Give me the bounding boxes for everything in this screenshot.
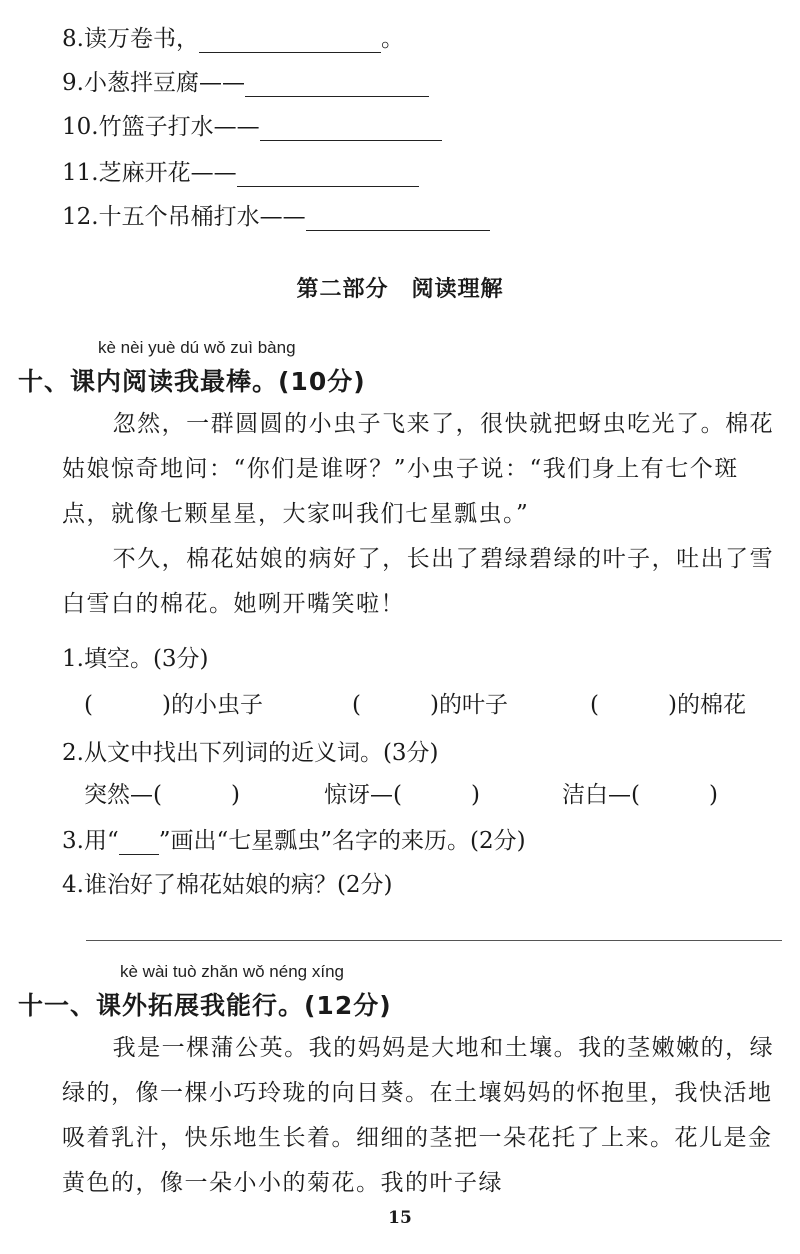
answer-blank[interactable] xyxy=(245,76,429,97)
question-1: 1.填空。(3分) xyxy=(62,646,209,672)
idiom-prefix: 9.小葱拌豆腐—— xyxy=(62,70,245,96)
section-10-heading: 十、课内阅读我最棒。(10分) xyxy=(18,367,366,396)
idiom-prefix: 12.十五个吊桶打水—— xyxy=(62,204,306,230)
idiom-line-11 xyxy=(62,154,419,187)
q3-text-before: 3.用“ xyxy=(62,828,119,854)
idiom-line-12 xyxy=(62,198,490,231)
answer-blank[interactable] xyxy=(199,32,381,53)
section-10-pinyin: kè nèi yuè dú wǒ zuì bàng xyxy=(98,338,296,357)
idiom-suffix: 。 xyxy=(380,26,404,52)
question-2: 2.从文中找出下列词的近义词。(3分) xyxy=(62,740,439,766)
underline-mark-sample xyxy=(119,836,159,855)
page-number: 15 xyxy=(388,1208,412,1228)
section-11-heading: 十一、课外拓展我能行。(12分) xyxy=(18,991,392,1020)
q3-text-after: ”画出“七星瓢虫”名字的来历。(2分) xyxy=(158,828,526,854)
q2-item-3[interactable]: 洁白—( ) xyxy=(562,782,718,808)
answer-line[interactable] xyxy=(86,940,782,941)
part-title: 第二部分 阅读理解 xyxy=(296,277,504,302)
answer-blank[interactable] xyxy=(237,166,419,187)
idiom-prefix: 10.竹篮子打水—— xyxy=(62,114,260,140)
passage-paragraph: 我是一棵蒲公英。我的妈妈是大地和土壤。我的茎嫩嫩的，绿绿的，像一棵小巧玲珑的向日葵。在土壤妈妈的怀抱里，我快活地吸着乳汁，快乐地生长着。细细的茎把一朵花托了上来。花儿是金黄色的，像一朵小小的菊花。我的叶子绿 xyxy=(62,1035,775,1196)
idiom-line-9 xyxy=(62,64,429,97)
section-11-passage xyxy=(62,1026,782,1206)
idiom-prefix: 11.芝麻开花—— xyxy=(62,160,237,186)
q2-item-2[interactable]: 惊讶—( ) xyxy=(324,782,480,808)
passage-paragraph: 忽然，一群圆圆的小虫子飞来了，很快就把蚜虫吃光了。棉花姑娘惊奇地问：“你们是谁呀？”小虫子说：“我们身上有七个斑点，就像七颗星星，大家叫我们七星瓢虫。” xyxy=(62,411,775,527)
idiom-line-10 xyxy=(62,108,442,141)
section-10-passage xyxy=(62,402,782,627)
question-4: 4.谁治好了棉花姑娘的病？(2分) xyxy=(62,872,393,898)
q1-item-2[interactable]: ( )的叶子 xyxy=(352,692,508,718)
question-3 xyxy=(62,822,526,855)
q1-item-3[interactable]: ( )的棉花 xyxy=(590,692,746,718)
section-11-pinyin: kè wài tuò zhǎn wǒ néng xíng xyxy=(120,962,344,981)
passage-paragraph: 不久，棉花姑娘的病好了，长出了碧绿碧绿的叶子，吐出了雪白雪白的棉花。她咧开嘴笑啦！ xyxy=(62,546,775,617)
answer-blank[interactable] xyxy=(306,210,490,231)
q1-item-1[interactable]: ( )的小虫子 xyxy=(84,692,263,718)
idiom-prefix: 8.读万卷书， xyxy=(62,26,199,52)
answer-blank[interactable] xyxy=(260,120,442,141)
idiom-line-8 xyxy=(62,20,404,53)
q2-item-1[interactable]: 突然—( ) xyxy=(84,782,240,808)
